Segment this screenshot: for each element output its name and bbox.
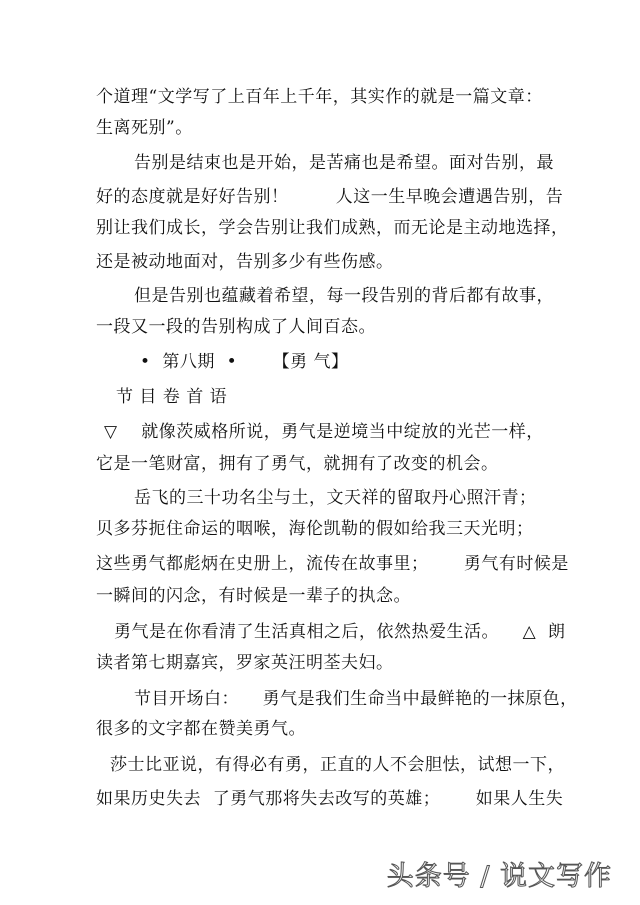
text-line: 别让我们成长，学会告别让我们成熟，而无论是主动地选择，: [96, 218, 569, 238]
text-line: 个道理“文学写了上百年上千年，其实作的就是一篇文章：: [96, 87, 543, 107]
section-heading: • 第八期 • 【勇 气】: [140, 352, 349, 372]
text-line: 一瞬间的闪念，有时候是一辈子的执念。: [96, 586, 411, 606]
text-line: 好的态度就是好好告别！ 人这一生早晚会遭遇告别，告: [96, 187, 564, 207]
text-line: 这些勇气都彪炳在史册上，流传在故事里； 勇气有时候是: [96, 554, 569, 574]
text-line: 如果历史失去 了勇气那将失去改写的英雄； 如果人生失: [96, 789, 564, 809]
text-line: 生离死别”。: [96, 118, 193, 138]
text-line: 一段又一段的告别构成了人间百态。: [96, 317, 376, 337]
text-line: 还是被动地面对，告别多少有些伤感。: [96, 252, 394, 272]
text-line: 读者第七期嘉宾，罗家英汪明荃夫妇。: [96, 653, 394, 673]
text-line: 勇气是在你看清了生活真相之后，依然热爱生活。 △ 朗: [114, 622, 566, 642]
text-line: 它是一笔财富，拥有了勇气，就拥有了改变的机会。: [96, 454, 499, 474]
watermark: 头条号 / 说文写作: [386, 861, 612, 892]
text-line: 岳飞的三十功名尘与土，文天祥的留取丹心照汗青；: [134, 488, 537, 508]
subheading: 节 目 卷 首 语: [116, 387, 228, 407]
text-line: 莎士比亚说，有得必有勇，正直的人不会胆怯，试想一下，: [110, 755, 565, 775]
text-line: 很多的文字都在赞美勇气。: [96, 719, 306, 739]
text-line: 但是告别也蕴藏着希望，每一段告别的背后都有故事，: [134, 286, 554, 306]
text-line: ▽ 就像茨威格所说，勇气是逆境当中绽放的光芒一样，: [104, 422, 544, 442]
text-line: 节目开场白： 勇气是我们生命当中最鲜艳的一抹原色，: [134, 689, 578, 709]
text-line: 告别是结束也是开始，是苦痛也是希望。面对告别，最: [134, 153, 554, 173]
text-line: 贝多芬扼住命运的咽喉，海伦凯勒的假如给我三天光明；: [96, 519, 534, 539]
